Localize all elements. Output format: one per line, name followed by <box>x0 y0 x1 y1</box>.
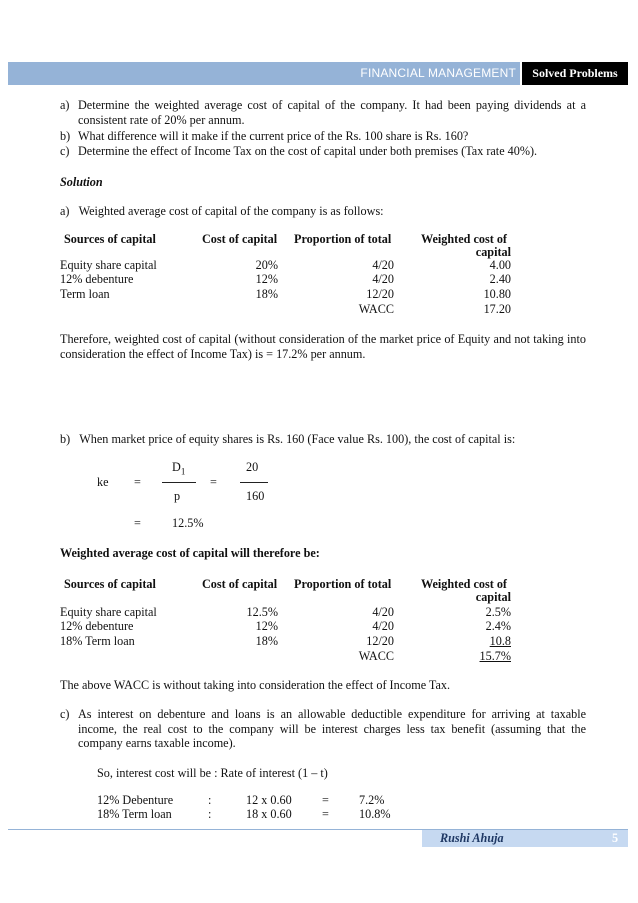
interest-result: 10.8% <box>359 807 391 821</box>
interest-formula: So, interest cost will be : Rate of interest (1 – t) <box>97 766 328 780</box>
cell-proportion: 4/20 <box>372 605 394 619</box>
cell-cost: 12.5% <box>246 605 278 619</box>
cell-weighted <box>440 634 511 649</box>
cell-proportion: 4/20 <box>372 258 394 272</box>
question-label: a) <box>60 98 70 112</box>
part-c <box>60 707 586 751</box>
denominator-value: 160 <box>246 489 265 503</box>
footer-author: Rushi Ahuja <box>440 831 504 845</box>
interest-source: 12% Debenture <box>97 793 174 807</box>
interest-calc: 12 x 0.60 <box>246 793 292 807</box>
cell-weighted: 2.40 <box>489 272 511 286</box>
wacc-heading: Weighted average cost of capital will therefore be: <box>60 546 320 560</box>
interest-colon: : <box>208 807 212 821</box>
equals-sign: = <box>134 475 141 489</box>
question-b <box>60 129 586 144</box>
cell-weighted: 2.4% <box>485 619 511 633</box>
part-b-intro: b) When market price of equity shares is Rs. 160 (Face value Rs. 100), the cost of capital is: <box>60 432 516 446</box>
table-header-sources: Sources of capital <box>64 232 156 246</box>
numerator-d <box>172 460 185 479</box>
equals-sign: = <box>210 475 217 489</box>
cell-weighted: 10.80 <box>483 287 511 301</box>
interest-calc: 18 x 0.60 <box>246 807 292 821</box>
table-header-sources: Sources of capital <box>64 577 156 591</box>
wacc-value: 17.20 <box>483 302 511 316</box>
cell-source: 18% Term loan <box>60 634 135 648</box>
header-title: FINANCIAL MANAGEMENT <box>360 66 516 80</box>
part-b-note: The above WACC is without taking into consideration the effect of Income Tax. <box>60 678 451 692</box>
cell-cost: 18% <box>255 287 278 301</box>
fraction-line <box>162 482 196 483</box>
table-header-cost: Cost of capital <box>202 232 278 246</box>
denominator-p: p <box>174 489 181 503</box>
cell-cost: 18% <box>255 634 278 648</box>
table-header-weighted-2: capital <box>475 590 511 604</box>
question-text: Determine the effect of Income Tax on the cost of capital under both premises (Tax rate 40%). <box>78 144 538 158</box>
cell-weighted: 4.00 <box>489 258 511 272</box>
interest-colon: : <box>208 793 212 807</box>
table-header-cost: Cost of capital <box>202 577 278 591</box>
cell-cost: 20% <box>255 258 278 272</box>
table-header-proportion: Proportion of total <box>294 232 392 246</box>
wacc-value <box>440 649 511 664</box>
cell-source: Equity share capital <box>60 258 157 272</box>
d-subscript: 1 <box>180 466 186 477</box>
part-c-label: c) <box>60 707 70 721</box>
question-text: Determine the weighted average cost of capital of the company. It had been paying dividends at a consistent rate of 20% per annum. <box>78 98 586 127</box>
ke-result: 12.5% <box>172 516 204 530</box>
table-header-weighted: Weighted cost of <box>421 232 507 246</box>
cell-cost: 12% <box>255 619 278 633</box>
wacc-value-text: 15.7% <box>479 649 511 663</box>
cell-cost: 12% <box>255 272 278 286</box>
question-label: c) <box>60 144 70 158</box>
table-header-proportion: Proportion of total <box>294 577 392 591</box>
question-label: b) <box>60 129 71 143</box>
part-a-conclusion <box>60 332 586 361</box>
cell-source: Term loan <box>60 287 110 301</box>
equals-sign: = <box>134 516 141 530</box>
question-c <box>60 144 586 159</box>
table-header-weighted: Weighted cost of <box>421 577 507 591</box>
ke-symbol: ke <box>97 475 109 489</box>
cell-source: Equity share capital <box>60 605 157 619</box>
page-number: 5 <box>612 831 619 845</box>
cell-proportion: 4/20 <box>372 272 394 286</box>
part-a-intro: a) Weighted average cost of capital of the company is as follows: <box>60 204 384 218</box>
cell-weighted-value: 10.8 <box>489 634 511 648</box>
header-section-label: Solved Problems <box>522 62 628 85</box>
wacc-label: WACC <box>358 302 394 316</box>
cell-weighted: 2.5% <box>485 605 511 619</box>
cell-source: 12% debenture <box>60 272 134 286</box>
fraction-line <box>240 482 268 483</box>
cell-proportion: 4/20 <box>372 619 394 633</box>
solution-heading: Solution <box>60 175 103 189</box>
question-text: What difference will it make if the current price of the Rs. 100 share is Rs. 160? <box>78 129 469 143</box>
wacc-label: WACC <box>358 649 394 663</box>
interest-equals: = <box>322 793 329 807</box>
interest-source: 18% Term loan <box>97 807 172 821</box>
numerator-value: 20 <box>246 460 259 474</box>
cell-proportion: 12/20 <box>366 634 394 648</box>
question-a <box>60 98 586 127</box>
table-header-weighted-2: capital <box>475 245 511 259</box>
conclusion-text: Therefore, weighted cost of capital (without consideration of the market price of Equity and not taking into consideration the effect of Income Tax) is = 17.2% per annum. <box>60 332 586 361</box>
interest-equals: = <box>322 807 329 821</box>
cell-source: 12% debenture <box>60 619 134 633</box>
part-c-text: As interest on debenture and loans is an allowable deductible expenditure for arriving at taxable income, the real cost to the company will be interest charges less tax benefit (assuming that the company earns taxable income). <box>78 707 586 751</box>
d-symbol: D <box>172 460 181 474</box>
interest-result: 7.2% <box>359 793 385 807</box>
cell-proportion: 12/20 <box>366 287 394 301</box>
